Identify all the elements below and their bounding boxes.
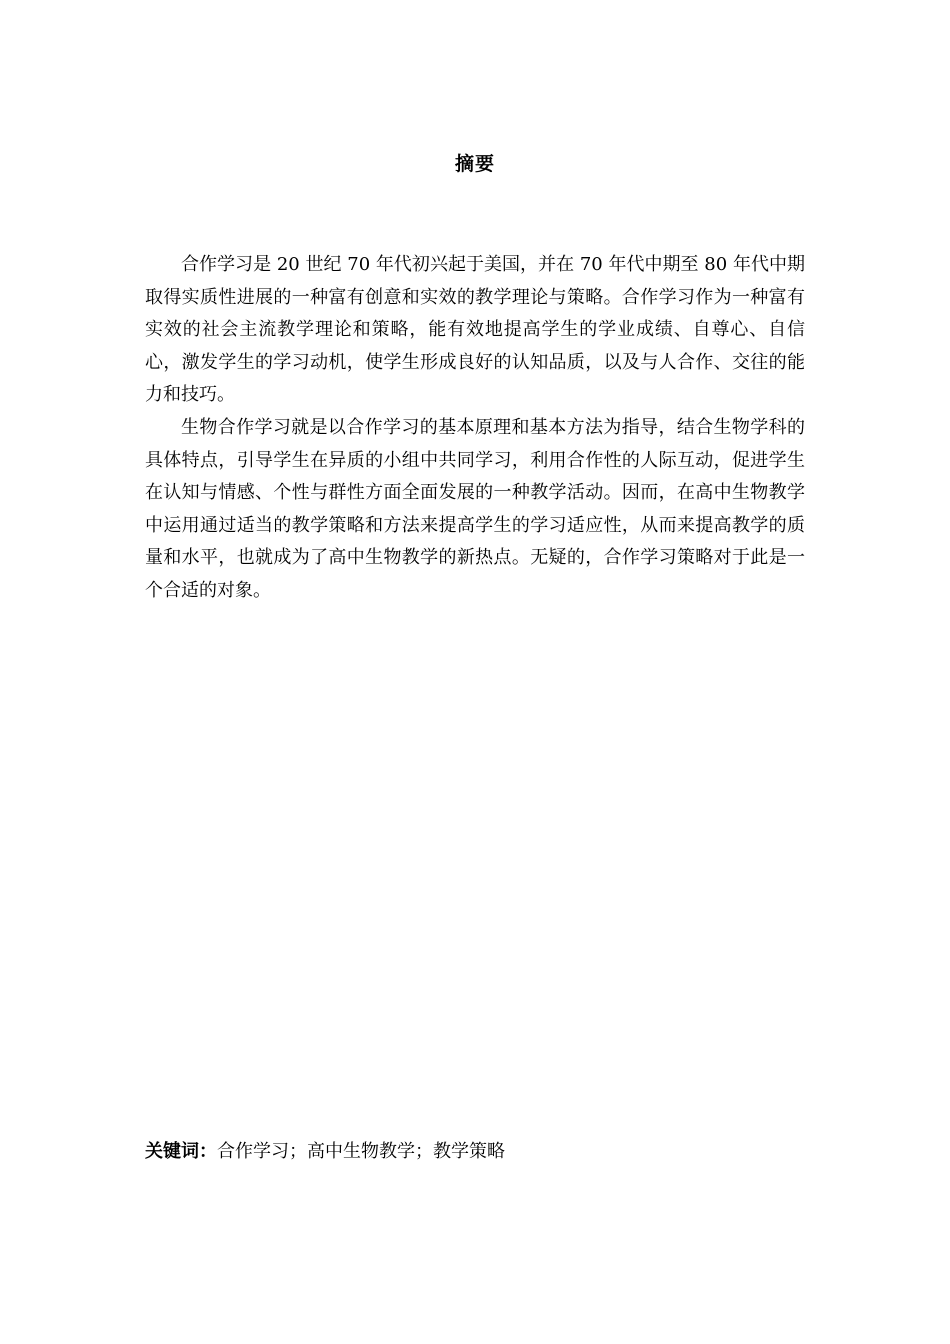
keywords-value: 合作学习；高中生物教学；教学策略 <box>217 1141 505 1162</box>
abstract-paragraph-1: 合作学习是 20 世纪 70 年代初兴起于美国，并在 70 年代中期至 80 年代中期取得实质性进展的一种富有创意和实效的教学理论与策略。合作学习作为一种富有实效的社会主流教学理论和策略，能有效地提高学生的学业成绩、自尊心、自信心，激发学生的学习动机，使学生形成良好的认知品质，以及与人合作、交往的能力和技巧。 <box>145 254 805 406</box>
abstract-title: 摘要 <box>454 153 495 175</box>
keywords-line <box>145 1138 805 1166</box>
keywords-label: 关键词： <box>145 1141 217 1162</box>
abstract-paragraph-2: 生物合作学习就是以合作学习的基本原理和基本方法为指导，结合生物学科的具体特点，引导学生在异质的小组中共同学习，利用合作性的人际互动，促进学生在认知与情感、个性与群性方面全面发展的一种教学活动。因而，在高中生物教学中运用通过适当的教学策略和方法来提高学生的学习适应性，从而来提高教学的质量和水平，也就成为了高中生物教学的新热点。无疑的，合作学习策略对于此是一个合适的对象。 <box>145 416 805 601</box>
abstract-body <box>145 249 805 608</box>
